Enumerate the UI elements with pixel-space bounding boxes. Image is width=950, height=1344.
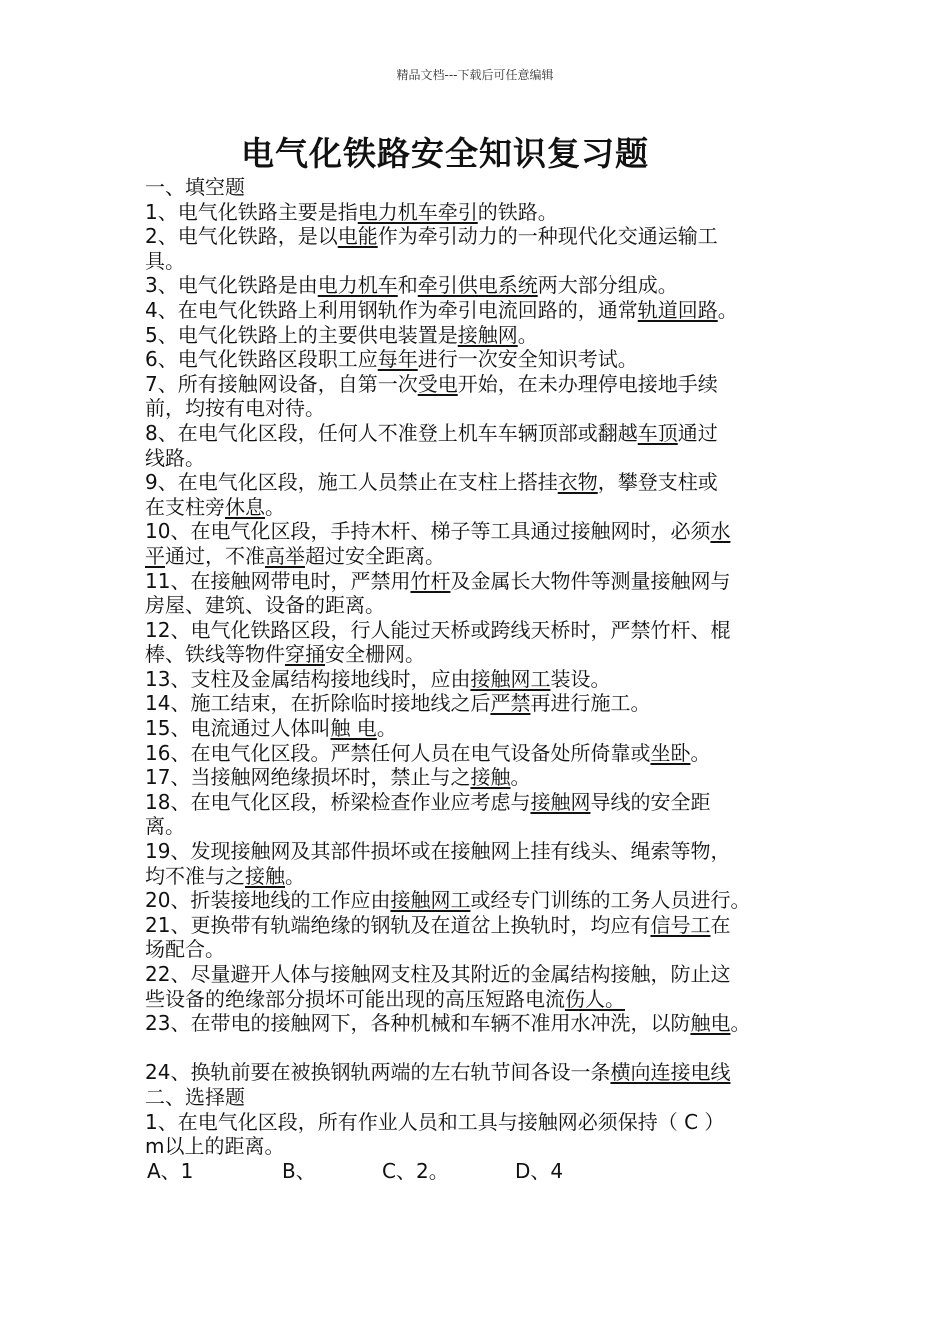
fill-item: 场配合。 <box>145 937 225 962</box>
fill-item: 21、更换带有轨端绝缘的钢轨及在道岔上换轨时，均应有信号工在 <box>145 912 731 937</box>
answer-blank: 穿捅 <box>285 642 325 667</box>
answer-blank: 信号工 <box>650 912 711 937</box>
fill-item: 19、发现接触网及其部件损坏或在接触网上挂有线头、绳索等物， <box>145 839 731 864</box>
answer-blank: 接触网 <box>530 789 591 814</box>
answer-blank: 接触网 <box>457 322 518 347</box>
answer-blank: 伤人。 <box>565 986 625 1011</box>
answer-blank: 平 <box>145 543 165 568</box>
answer-blank: 坐卧 <box>650 740 691 765</box>
fill-item: 13、支柱及金属结构接地线时，应由接触网工装设。 <box>145 666 611 691</box>
fill-item: 在支柱旁休息。 <box>145 494 285 519</box>
choice-options <box>145 1159 835 1184</box>
answer-blank: 高举 <box>265 543 305 568</box>
answer-blank: 严禁 <box>490 691 531 716</box>
option-d: D、4 <box>515 1158 564 1183</box>
fill-item: 23、在带电的接触网下，各种机械和车辆不准用水冲洗，以防触电。 <box>145 1011 751 1036</box>
fill-item: 6、电气化铁路区段职工应每年进行一次安全知识考试。 <box>145 347 638 372</box>
fill-item: 棒、铁线等物件穿捅安全栅网。 <box>145 642 425 667</box>
fill-item: 平通过，不准高举超过安全距离。 <box>145 543 445 568</box>
fill-item: 8、在电气化区段，任何人不准登上机车车辆顶部或翻越车顶通过 <box>145 420 718 445</box>
answer-blank: 触 电 <box>330 716 377 741</box>
answer-blank: 水 <box>710 519 731 544</box>
blank-line <box>145 1036 835 1061</box>
fill-item: 些设备的绝缘部分损坏可能出现的高压短路电流伤人。 <box>145 986 625 1011</box>
fill-item: 10、在电气化区段，手持木杆、梯子等工具通过接触网时，必须水 <box>145 519 731 544</box>
fill-item: 4、在电气化铁路上利用钢轨作为牵引电流回路的，通常轨道回路。 <box>145 297 738 322</box>
fill-item: 9、在电气化区段，施工人员禁止在支柱上搭挂衣物，攀登支柱或 <box>145 470 718 495</box>
answer-blank: 车顶 <box>637 420 678 445</box>
fill-item: 具。 <box>145 248 185 273</box>
page-header: 精品文档---下载后可任意编辑 <box>396 68 554 82</box>
answer-blank: 牵引供电系统 <box>417 273 538 298</box>
fill-item: 1、电气化铁路主要是指电力机车牵引的铁路。 <box>145 199 558 224</box>
answer-blank: 竹杆 <box>410 568 451 593</box>
fill-item: 15、电流通过人体叫触 电。 <box>145 716 397 741</box>
section-heading: 一、填空题 <box>145 175 245 199</box>
fill-item: 2、电气化铁路，是以电能作为牵引动力的一种现代化交通运输工 <box>145 224 718 249</box>
fill-item: 16、在电气化区段。严禁任何人员在电气设备处所倚靠或坐卧。 <box>145 740 711 765</box>
fill-item: 5、电气化铁路上的主要供电装置是接触网。 <box>145 322 538 347</box>
fill-item: 18、在电气化区段，桥梁检查作业应考虑与接触网导线的安全距 <box>145 789 711 814</box>
fill-item: 14、施工结束，在折除临时接地线之后严禁再进行施工。 <box>145 691 651 716</box>
answer-blank: 受电 <box>417 371 458 396</box>
answer-blank: 接触 <box>470 765 511 790</box>
document-body <box>145 175 835 1183</box>
answer-blank: 电力机车 <box>317 273 398 298</box>
answer-blank: 电能 <box>337 224 378 249</box>
answer-blank: 休息 <box>225 494 265 519</box>
answer-blank: 触电 <box>690 1011 731 1036</box>
fill-item: 12、电气化铁路区段，行人能过天桥或跨线天桥时，严禁竹杆、棍 <box>145 617 731 642</box>
answer-blank: 接触网工 <box>470 666 551 691</box>
answer-blank: 接触 <box>245 863 285 888</box>
fill-item: 前，均按有电对待。 <box>145 396 325 421</box>
answer-blank: 轨道回路 <box>637 297 718 322</box>
answer-blank: 接触网工 <box>390 888 471 913</box>
fill-item: 房屋、建筑、设备的距离。 <box>145 593 385 618</box>
section-heading: 二、选择题 <box>145 1084 245 1109</box>
fill-item: 22、尽量避开人体与接触网支柱及其附近的金属结构接触，防止这 <box>145 962 731 986</box>
option-a: A、1 <box>147 1158 194 1183</box>
fill-item: 3、电气化铁路是由电力机车和牵引供电系统两大部分组成。 <box>145 273 678 298</box>
fill-item: 20、折装接地线的工作应由接触网工或经专门训练的工务人员进行。 <box>145 888 751 913</box>
option-b: B、 <box>282 1158 316 1183</box>
fill-item: 离。 <box>145 814 185 839</box>
choice-question-cont: m以上的距离。 <box>145 1134 285 1159</box>
fill-item: 17、当接触网绝缘损坏时，禁止与之接触。 <box>145 765 531 790</box>
answer-blank: 每年 <box>377 347 418 372</box>
fill-item: 24、换轨前要在被换钢轨两端的左右轨节间各设一条横向连接电线 <box>145 1060 731 1085</box>
answer-blank: 横向连接电线 <box>610 1060 731 1085</box>
fill-item: 11、在接触网带电时，严禁用竹杆及金属长大物件等测量接触网与 <box>145 568 731 593</box>
document-title: 电气化铁路安全知识复习题 <box>241 134 649 173</box>
answer-blank: 电力机车牵引 <box>357 199 478 224</box>
fill-item: 7、所有接触网设备，自第一次受电开始，在未办理停电接地手续 <box>145 371 718 396</box>
fill-item: 线路。 <box>145 445 205 470</box>
option-c: C、2。 <box>382 1158 449 1183</box>
answer-blank: 衣物 <box>557 470 598 495</box>
fill-item: 均不准与之接触。 <box>145 863 305 888</box>
choice-question: 1、在电气化区段，所有作业人员和工具与接触网必须保持（ C ） <box>145 1109 725 1134</box>
